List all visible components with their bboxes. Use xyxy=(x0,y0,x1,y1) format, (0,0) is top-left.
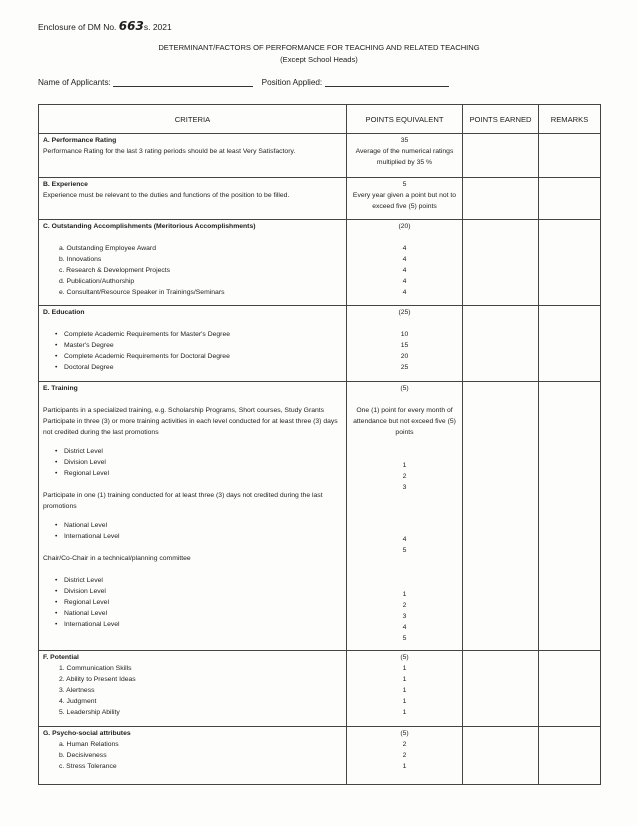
table-row xyxy=(39,220,601,306)
list-item: e. Consultant/Resource Speaker in Trainings/Seminars xyxy=(59,289,225,296)
item-points: 2 xyxy=(402,602,407,609)
list-item: 1. Communication Skills xyxy=(59,665,132,672)
table-header-row xyxy=(39,105,601,134)
training-levels xyxy=(43,520,342,542)
column-header: POINTS EARNED xyxy=(463,105,539,134)
training-paragraph: Participate in three (3) or more training activities in each level conducted for at least three (3) days not credited during the last promotions xyxy=(43,418,338,436)
item-points: 10 xyxy=(400,331,409,338)
remarks-cell[interactable] xyxy=(539,651,601,727)
list-item: • National Level xyxy=(57,608,342,619)
training-paragraph: Chair/Co-Chair in a technical/planning committee xyxy=(43,555,191,562)
list-item: 3. Alertness xyxy=(59,687,95,694)
points-cell xyxy=(347,220,463,306)
item-points: 2 xyxy=(402,741,407,748)
section-points: (5) xyxy=(400,730,409,737)
list-item: c. Research & Development Projects xyxy=(59,267,171,274)
list-item: 2. Ability to Present Ideas xyxy=(59,676,136,683)
criteria-cell xyxy=(39,306,347,382)
item-points: 2 xyxy=(402,752,407,759)
criteria-cell xyxy=(39,727,347,785)
remarks-cell[interactable] xyxy=(539,134,601,178)
item-points: 1 xyxy=(402,665,407,672)
list-item: • International Level xyxy=(57,531,342,542)
item-points: 4 xyxy=(402,256,407,263)
document-subtitle: (Except School Heads) xyxy=(280,55,358,64)
item-points: 1 xyxy=(402,763,407,770)
points-description: One (1) point for every month of attendance but not exceed five (5) points xyxy=(353,407,456,436)
section-title: G. Psycho-social attributes xyxy=(43,730,131,737)
criteria-cell xyxy=(39,178,347,220)
points-earned-cell[interactable] xyxy=(463,382,539,651)
item-points: 4 xyxy=(402,267,407,274)
enclosure-prefix: Enclosure of DM No. xyxy=(38,22,117,32)
item-points: 1 xyxy=(402,676,407,683)
list-item: • Division Level xyxy=(57,586,342,597)
applicant-fields xyxy=(38,77,598,87)
section-title: D. Education xyxy=(43,309,85,316)
list-item: • National Level xyxy=(57,520,342,531)
item-points: 25 xyxy=(400,364,409,371)
item-points: 1 xyxy=(402,687,407,694)
training-paragraph: Participate in one (1) training conducted for at least three (3) days not credited during the last promotions xyxy=(43,492,323,510)
training-paragraph: Participants in a specialized training, e.g. Scholarship Programs, Short courses, Study Grants xyxy=(43,407,325,414)
points-cell xyxy=(347,651,463,727)
table-row xyxy=(39,727,601,785)
column-header: REMARKS xyxy=(539,105,601,134)
table-row xyxy=(39,382,601,651)
points-earned-cell[interactable] xyxy=(463,727,539,785)
section-title: F. Potential xyxy=(43,654,79,661)
section-points: (5) xyxy=(400,385,409,392)
remarks-cell[interactable] xyxy=(539,382,601,651)
training-levels xyxy=(43,446,342,479)
points-cell xyxy=(347,134,463,178)
list-item: • Regional Level xyxy=(57,468,342,479)
section-points: (20) xyxy=(398,223,411,230)
criteria-cell xyxy=(39,134,347,178)
section-points: 5 xyxy=(402,181,407,188)
points-cell xyxy=(347,306,463,382)
list-item: • International Level xyxy=(57,619,342,630)
item-points: 1 xyxy=(402,709,407,716)
points-earned-cell[interactable] xyxy=(463,651,539,727)
item-points: 3 xyxy=(402,613,407,620)
section-title: A. Performance Rating xyxy=(43,137,117,144)
document-title: DETERMINANT/FACTORS OF PERFORMANCE FOR TEACHING AND RELATED TEACHING xyxy=(158,43,480,52)
enclosure-suffix: s. 2021 xyxy=(143,22,172,32)
item-points: 1 xyxy=(402,462,407,469)
list-item: • Master's Degree xyxy=(57,340,342,351)
section-title: B. Experience xyxy=(43,181,88,188)
points-earned-cell[interactable] xyxy=(463,306,539,382)
points-earned-cell[interactable] xyxy=(463,178,539,220)
list-item: • Complete Academic Requirements for Doctoral Degree xyxy=(57,351,342,362)
position-field[interactable] xyxy=(325,77,449,87)
table-row xyxy=(39,134,601,178)
section-points: (25) xyxy=(398,309,411,316)
section-description: Experience must be relevant to the duties and functions of the position to be filled. xyxy=(43,192,290,199)
table-row xyxy=(39,178,601,220)
item-points: 20 xyxy=(400,353,409,360)
points-earned-cell[interactable] xyxy=(463,220,539,306)
remarks-cell[interactable] xyxy=(539,220,601,306)
item-points: 3 xyxy=(402,484,407,491)
points-cell xyxy=(347,382,463,651)
item-points: 4 xyxy=(402,278,407,285)
list-item: • District Level xyxy=(57,446,342,457)
criteria-cell xyxy=(39,651,347,727)
item-points: 5 xyxy=(402,635,407,642)
education-list xyxy=(43,329,342,373)
list-item: 4. Judgment xyxy=(59,698,97,705)
list-item: b. Decisiveness xyxy=(59,752,107,759)
column-header: CRITERIA xyxy=(39,105,347,134)
potential-list xyxy=(43,663,342,718)
list-item: a. Outstanding Employee Award xyxy=(59,245,156,252)
criteria-cell xyxy=(39,220,347,306)
enclosure-line xyxy=(38,19,172,33)
list-item: • Doctoral Degree xyxy=(57,362,342,373)
psychosocial-list xyxy=(43,739,342,772)
list-item: • Complete Academic Requirements for Master's Degree xyxy=(57,329,342,340)
points-description: Average of the numerical ratings multiplied by 35 % xyxy=(355,148,454,166)
item-points: 4 xyxy=(402,245,407,252)
points-earned-cell[interactable] xyxy=(463,134,539,178)
item-points: 15 xyxy=(400,342,409,349)
column-header: POINTS EQUIVALENT xyxy=(347,105,463,134)
item-points: 2 xyxy=(402,473,407,480)
points-cell xyxy=(347,727,463,785)
table-row xyxy=(39,651,601,727)
points-description: Every year given a point but not to exceed five (5) points xyxy=(352,192,457,210)
item-points: 1 xyxy=(402,698,407,705)
list-item: b. Innovations xyxy=(59,256,102,263)
section-points: 35 xyxy=(400,137,409,144)
criteria-cell xyxy=(39,382,347,651)
item-points: 4 xyxy=(402,289,407,296)
list-item: c. Stress Tolerance xyxy=(59,763,117,770)
points-cell xyxy=(347,178,463,220)
list-item: • Division Level xyxy=(57,457,342,468)
list-item: 5. Leadership Ability xyxy=(59,709,120,716)
name-field[interactable] xyxy=(113,77,253,87)
list-item: • District Level xyxy=(57,575,342,586)
criteria-table xyxy=(38,104,601,785)
remarks-cell[interactable] xyxy=(539,727,601,785)
section-description: Performance Rating for the last 3 rating periods should be at least Very Satisfactory. xyxy=(43,148,296,155)
section-title: C. Outstanding Accomplishments (Meritorious Accomplishments) xyxy=(43,223,256,230)
section-title: E. Training xyxy=(43,385,78,392)
table-row xyxy=(39,306,601,382)
item-points: 1 xyxy=(402,591,407,598)
item-points: 4 xyxy=(402,624,407,631)
name-label: Name of Applicants: xyxy=(38,78,111,87)
enclosure-number: 663 xyxy=(118,19,144,33)
remarks-cell[interactable] xyxy=(539,178,601,220)
position-label: Position Applied: xyxy=(261,78,323,87)
section-points: (5) xyxy=(400,654,409,661)
document-title-block xyxy=(100,42,538,66)
committee-levels xyxy=(43,575,342,630)
remarks-cell[interactable] xyxy=(539,306,601,382)
item-points: 5 xyxy=(402,547,407,554)
list-item: a. Human Relations xyxy=(59,741,119,748)
accomplishment-list xyxy=(43,243,342,298)
list-item: • Regional Level xyxy=(57,597,342,608)
item-points: 4 xyxy=(402,536,407,543)
list-item: d. Publication/Authorship xyxy=(59,278,135,285)
